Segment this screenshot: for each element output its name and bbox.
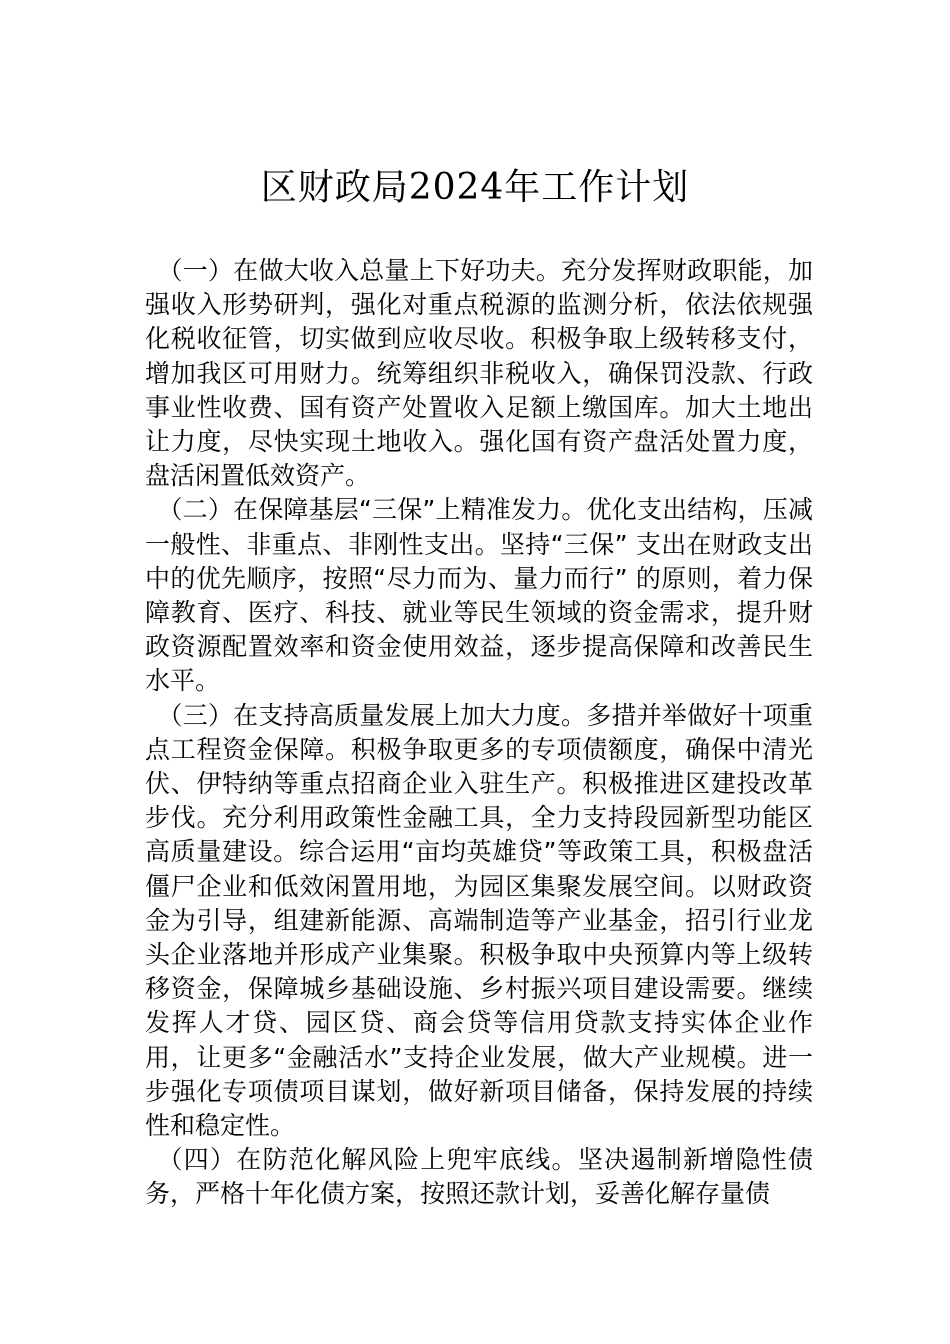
paragraph-basic-guarantees: （二）在保障基层“三保”上精准发力。优化支出结构，压减一般性、非重点、非刚性支出。坚持“三保” 支出在财政支出中的优先顺序，按照“尽力而为、量力而行” 的原则，着力保障教育、医疗、科技、就业等民生领域的资金需求，提升财政资源配置效率和资金使用效益，逐步提高保障和改善民生水平。	[145, 495, 813, 696]
paragraph-high-quality-development: （三）在支持高质量发展上加大力度。多措并举做好十项重点工程资金保障。积极争取更多的专项债额度，确保中清光伏、伊特纳等重点招商企业入驻生产。积极推进区建投改革步伐。充分利用政策性金融工具，全力支持段园新型功能区高质量建设。综合运用“亩均英雄贷”等政策工具，积极盘活僵尸企业和低效闲置用地，为园区集聚发展空间。以财政资金为引导，组建新能源、高端制造等产业基金，招引行业龙头企业落地并形成产业集聚。积极争取中央预算内等上级转移资金，保障城乡基础设施、乡村振兴项目建设需要。继续发挥人才贷、园区贷、商会贷等信用贷款支持实体企业作用，让更多“金融活水”支持企业发展，做大产业规模。进一步强化专项债项目谋划，做好新项目储备，保持发展的持续性和稳定性。	[145, 700, 813, 1141]
paragraph-risk-prevention: （四）在防范化解风险上兜牢底线。坚决遏制新增隐性债务，严格十年化债方案，按照还款计划，妥善化解存量债	[145, 1145, 813, 1209]
document-title: 区财政局2024年工作计划	[260, 167, 690, 208]
document-body	[145, 254, 813, 1212]
paragraph-revenue: （一）在做大收入总量上下好功夫。充分发挥财政职能，加强收入形势研判，强化对重点税源的监测分析，依法依规强化税收征管，切实做到应收尽收。积极争取上级转移支付，增加我区可用财力。统筹组织非税收入，确保罚没款、行政事业性收费、国有资产处置收入足额上缴国库。加大土地出让力度，尽快实现土地收入。强化国有资产盘活处置力度，盘活闲置低效资产。	[145, 256, 813, 491]
